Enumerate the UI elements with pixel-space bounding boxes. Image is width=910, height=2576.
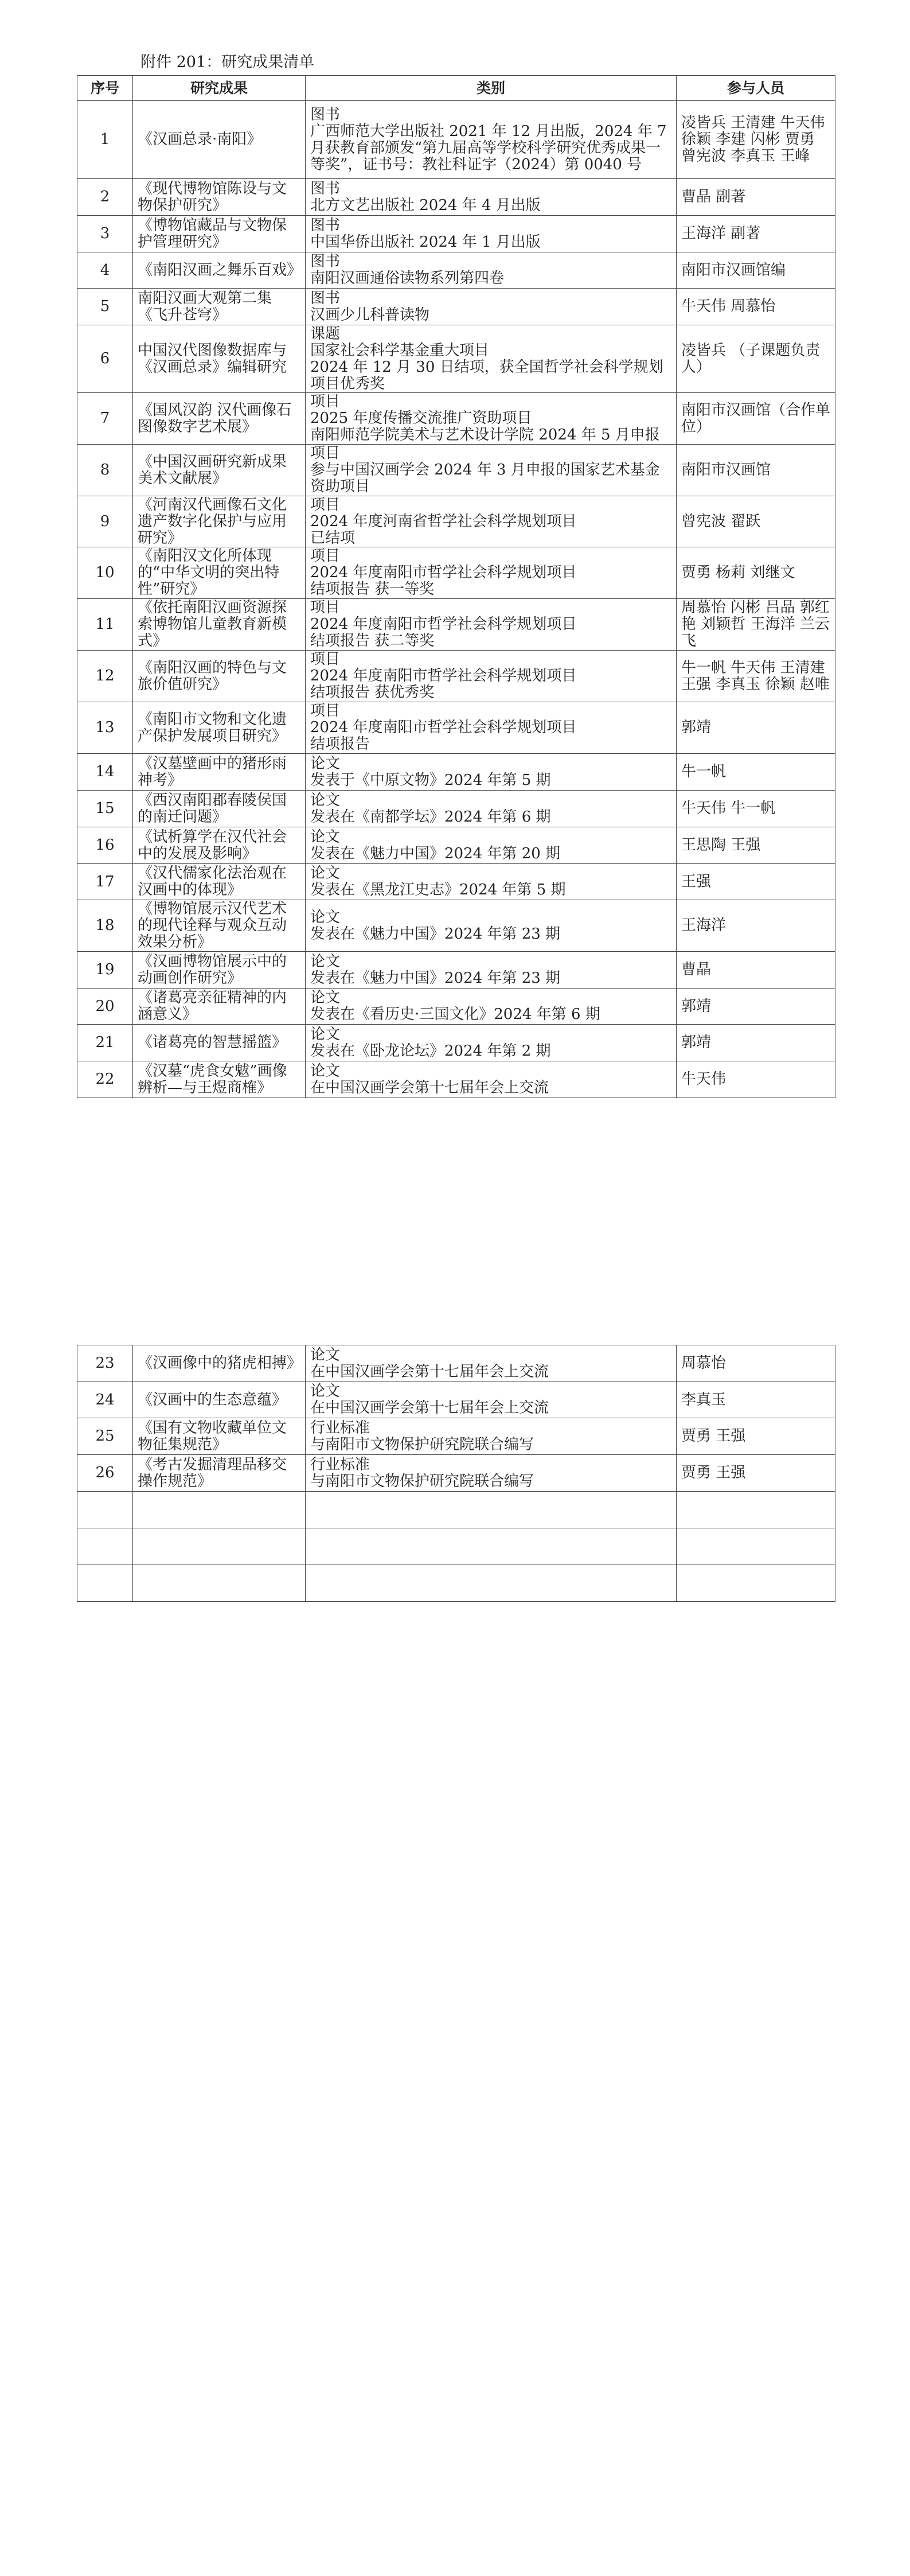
table-row bbox=[77, 393, 835, 445]
category-line: 发表在《南都学坛》2024 年第 6 期 bbox=[310, 808, 551, 826]
category-line: 图书 bbox=[310, 106, 341, 123]
row-number: 16 bbox=[77, 827, 133, 864]
participants: 贾勇 杨莉 刘继文 bbox=[677, 547, 835, 599]
category-line: 发表在《魅力中国》2024 年第 20 期 bbox=[310, 845, 561, 862]
row-number: 15 bbox=[77, 791, 133, 827]
header-row bbox=[77, 76, 835, 101]
category-cell bbox=[306, 989, 677, 1025]
category-line: 已结项 bbox=[310, 529, 356, 547]
row-number: 23 bbox=[77, 1345, 133, 1382]
category-line: 发表在《魅力中国》2024 年第 23 期 bbox=[310, 969, 561, 987]
category-line: 论文 bbox=[310, 791, 341, 809]
participants: 周慕怡 闪彬 吕品 郭红艳 刘颖哲 王海洋 兰云飞 bbox=[677, 599, 835, 651]
category-cell bbox=[306, 1061, 677, 1098]
table-row bbox=[77, 1061, 835, 1098]
row-number: 22 bbox=[77, 1061, 133, 1098]
category-line: 论文 bbox=[310, 1062, 341, 1080]
table-row bbox=[77, 1382, 835, 1418]
category-line: 行业标准 bbox=[310, 1456, 370, 1473]
category-line: 结项报告 获二等奖 bbox=[310, 632, 435, 649]
empty-cell bbox=[77, 1492, 133, 1528]
participants: 牛天伟 bbox=[677, 1061, 835, 1098]
achievement-title: 《依托南阳汉画资源探索博物馆儿童教育新模式》 bbox=[133, 599, 306, 651]
table-row bbox=[77, 989, 835, 1025]
row-number: 4 bbox=[77, 252, 133, 289]
participants: 郭靖 bbox=[677, 989, 835, 1025]
empty-cell bbox=[77, 1528, 133, 1565]
participants: 王海洋 副著 bbox=[677, 216, 835, 252]
row-number: 13 bbox=[77, 702, 133, 754]
category-line: 南阳汉画通俗读物系列第四卷 bbox=[310, 270, 505, 287]
participants: 王思陶 王强 bbox=[677, 827, 835, 864]
participants: 贾勇 王强 bbox=[677, 1455, 835, 1492]
table-row bbox=[77, 1418, 835, 1455]
category-line: 论文 bbox=[310, 989, 341, 1006]
table-row bbox=[77, 1455, 835, 1492]
category-cell bbox=[306, 216, 677, 252]
table-row bbox=[77, 216, 835, 252]
empty-cell bbox=[133, 1565, 306, 1602]
category-line: 发表在《魅力中国》2024 年第 23 期 bbox=[310, 925, 561, 943]
category-line: 发表在《卧龙论坛》2024 年第 2 期 bbox=[310, 1042, 551, 1060]
empty-cell bbox=[677, 1492, 835, 1528]
table-row bbox=[77, 496, 835, 547]
category-line: 论文 bbox=[310, 1346, 341, 1364]
category-line: 论文 bbox=[310, 754, 341, 772]
category-line: 2024 年 12 月 30 日结项，获全国哲学社会科学规划项目优秀奖 bbox=[310, 358, 663, 392]
category-line: 2024 年度南阳市哲学社会科学规划项目 bbox=[310, 667, 577, 684]
participants: 南阳市汉画馆 bbox=[677, 445, 835, 496]
row-number: 21 bbox=[77, 1025, 133, 1061]
achievement-title: 《南阳汉画之舞乐百戏》 bbox=[133, 252, 306, 289]
category-cell bbox=[306, 1345, 677, 1382]
category-line: 2024 年度南阳市哲学社会科学规划项目 bbox=[310, 564, 577, 581]
achievement-title: 《汉画总录·南阳》 bbox=[133, 101, 306, 179]
row-number: 24 bbox=[77, 1382, 133, 1418]
category-cell bbox=[306, 289, 677, 325]
table-row bbox=[77, 325, 835, 393]
page-title: 附件 201：研究成果清单 bbox=[140, 53, 315, 71]
empty-cell bbox=[306, 1528, 677, 1565]
category-cell bbox=[306, 252, 677, 289]
table-row bbox=[77, 1025, 835, 1061]
participants: 曾宪波 翟跃 bbox=[677, 496, 835, 547]
header-number: 序号 bbox=[77, 76, 133, 101]
participants: 南阳市汉画馆编 bbox=[677, 252, 835, 289]
achievement-title: 《南阳市文物和文化遗产保护发展项目研究》 bbox=[133, 702, 306, 754]
row-number: 10 bbox=[77, 547, 133, 599]
achievement-title: 《考古发掘清理品移交操作规范》 bbox=[133, 1455, 306, 1492]
header-achievement: 研究成果 bbox=[133, 76, 306, 101]
category-line: 论文 bbox=[310, 908, 341, 926]
row-number: 1 bbox=[77, 101, 133, 179]
achievement-title: 《西汉南阳郡春陵侯国的南迁问题》 bbox=[133, 791, 306, 827]
row-number: 2 bbox=[77, 179, 133, 216]
achievement-title: 《试析算学在汉代社会中的发展及影响》 bbox=[133, 827, 306, 864]
category-cell bbox=[306, 101, 677, 179]
empty-cell bbox=[677, 1565, 835, 1602]
participants: 曹晶 副著 bbox=[677, 179, 835, 216]
category-line: 项目 bbox=[310, 496, 341, 513]
row-number: 5 bbox=[77, 289, 133, 325]
row-number: 17 bbox=[77, 864, 133, 900]
category-line: 2024 年度河南省哲学社会科学规划项目 bbox=[310, 512, 577, 530]
achievement-title: 《汉画中的生态意蕴》 bbox=[133, 1382, 306, 1418]
participants: 曹晶 bbox=[677, 952, 835, 989]
category-cell bbox=[306, 754, 677, 791]
row-number: 11 bbox=[77, 599, 133, 651]
category-line: 图书 bbox=[310, 253, 341, 270]
table-row bbox=[77, 101, 835, 179]
empty-row bbox=[77, 1565, 835, 1602]
category-line: 与南阳市文物保护研究院联合编写 bbox=[310, 1435, 534, 1453]
empty-cell bbox=[133, 1492, 306, 1528]
category-cell bbox=[306, 1455, 677, 1492]
row-number: 25 bbox=[77, 1418, 133, 1455]
category-line: 2024 年度南阳市哲学社会科学规划项目 bbox=[310, 616, 577, 633]
achievement-title: 《南阳汉画的特色与文旅价值研究》 bbox=[133, 651, 306, 702]
achievement-title: 《国有文物收藏单位文物征集规范》 bbox=[133, 1418, 306, 1455]
achievement-title: 《中国汉画研究新成果美术文献展》 bbox=[133, 445, 306, 496]
category-line: 国家社会科学基金重大项目 bbox=[310, 341, 490, 359]
category-cell bbox=[306, 827, 677, 864]
empty-cell bbox=[306, 1565, 677, 1602]
category-cell bbox=[306, 791, 677, 827]
table-row bbox=[77, 651, 835, 702]
achievement-title: 《博物馆藏品与文物保护管理研究》 bbox=[133, 216, 306, 252]
achievement-title: 《汉墓“虎食女魃”画像辨析—与王煜商榷》 bbox=[133, 1061, 306, 1098]
row-number: 20 bbox=[77, 989, 133, 1025]
row-number: 26 bbox=[77, 1455, 133, 1492]
category-line: 在中国汉画学会第十七届年会上交流 bbox=[310, 1363, 549, 1380]
participants: 周慕怡 bbox=[677, 1345, 835, 1382]
participants: 凌皆兵 （子课题负责人） bbox=[677, 325, 835, 393]
category-line: 结项报告 bbox=[310, 736, 370, 753]
table-row bbox=[77, 827, 835, 864]
category-line: 论文 bbox=[310, 1383, 341, 1400]
table-row bbox=[77, 702, 835, 754]
header-participants: 参与人员 bbox=[677, 76, 835, 101]
category-line: 论文 bbox=[310, 952, 341, 970]
row-number: 9 bbox=[77, 496, 133, 547]
achievement-title: 中国汉代图像数据库与《汉画总录》编辑研究 bbox=[133, 325, 306, 393]
row-number: 8 bbox=[77, 445, 133, 496]
achievement-title: 《汉墓壁画中的猪形雨神考》 bbox=[133, 754, 306, 791]
table-row bbox=[77, 599, 835, 651]
category-cell bbox=[306, 864, 677, 900]
category-line: 南阳师范学院美术与艺术设计学院 2024 年 5 月申报 bbox=[310, 426, 660, 443]
empty-cell bbox=[77, 1565, 133, 1602]
achievement-title: 《汉画博物馆展示中的动画创作研究》 bbox=[133, 952, 306, 989]
category-line: 论文 bbox=[310, 828, 341, 846]
participants: 郭靖 bbox=[677, 1025, 835, 1061]
participants: 南阳市汉画馆（合作单位） bbox=[677, 393, 835, 445]
achievement-title: 《南阳汉文化所体现的“中华文明的突出特性”研究》 bbox=[133, 547, 306, 599]
category-line: 2025 年度传播交流推广资助项目 bbox=[310, 410, 532, 427]
header-category: 类别 bbox=[306, 76, 677, 101]
category-line: 结项报告 获一等奖 bbox=[310, 581, 435, 598]
category-line: 行业标准 bbox=[310, 1419, 370, 1437]
table-row bbox=[77, 754, 835, 791]
row-number: 14 bbox=[77, 754, 133, 791]
category-line: 项目 bbox=[310, 445, 341, 462]
category-line: 图书 bbox=[310, 289, 341, 307]
category-line: 中国华侨出版社 2024 年 1 月出版 bbox=[310, 233, 541, 251]
category-line: 图书 bbox=[310, 216, 341, 234]
table-body bbox=[77, 101, 835, 1098]
achievement-title: 《国风汉韵 汉代画像石图像数字艺术展》 bbox=[133, 393, 306, 445]
category-cell bbox=[306, 900, 677, 952]
category-line: 发表于《中原文物》2024 年第 5 期 bbox=[310, 771, 551, 789]
category-cell bbox=[306, 547, 677, 599]
table-row bbox=[77, 1345, 835, 1382]
achievements-table-continued bbox=[77, 1345, 835, 1602]
category-cell bbox=[306, 496, 677, 547]
participants: 王海洋 bbox=[677, 900, 835, 952]
row-number: 7 bbox=[77, 393, 133, 445]
row-number: 19 bbox=[77, 952, 133, 989]
achievement-title: 《博物馆展示汉代艺术的现代诠释与观众互动效果分析》 bbox=[133, 900, 306, 952]
category-line: 项目 bbox=[310, 547, 341, 565]
category-line: 论文 bbox=[310, 865, 341, 882]
participants: 王强 bbox=[677, 864, 835, 900]
empty-cell bbox=[677, 1528, 835, 1565]
category-line: 北方文艺出版社 2024 年 4 月出版 bbox=[310, 196, 541, 214]
row-number: 12 bbox=[77, 651, 133, 702]
table-row bbox=[77, 252, 835, 289]
category-line: 图书 bbox=[310, 180, 341, 197]
participants: 牛一帆 bbox=[677, 754, 835, 791]
category-line: 参与中国汉画学会 2024 年 3 月申报的国家艺术基金资助项目 bbox=[310, 461, 660, 495]
category-line: 发表在《黑龙江史志》2024 年第 5 期 bbox=[310, 881, 566, 898]
participants: 牛天伟 周慕怡 bbox=[677, 289, 835, 325]
category-cell bbox=[306, 1418, 677, 1455]
participants: 李真玉 bbox=[677, 1382, 835, 1418]
category-cell bbox=[306, 599, 677, 651]
category-line: 在中国汉画学会第十七届年会上交流 bbox=[310, 1399, 549, 1417]
table-row bbox=[77, 547, 835, 599]
category-line: 项目 bbox=[310, 651, 341, 668]
achievement-title: 南阳汉画大观第二集《飞升苍穹》 bbox=[133, 289, 306, 325]
participants: 贾勇 王强 bbox=[677, 1418, 835, 1455]
achievements-table bbox=[77, 75, 835, 1098]
category-cell bbox=[306, 702, 677, 754]
category-line: 结项报告 获优秀奖 bbox=[310, 684, 435, 701]
category-line: 广西师范大学出版社 2021 年 12 月出版，2024 年 7 月获教育部颁发“第九届高等学校科学研究优秀成果一等奖”，证书号：教社科证字（2024）第 0040 号 bbox=[310, 122, 667, 173]
category-line: 课题 bbox=[310, 325, 341, 343]
category-line: 2024 年度南阳市哲学社会科学规划项目 bbox=[310, 719, 577, 736]
table-body-continued bbox=[77, 1345, 835, 1602]
category-line: 论文 bbox=[310, 1025, 341, 1043]
achievement-title: 《诸葛亮的智慧摇篮》 bbox=[133, 1025, 306, 1061]
achievement-title: 《现代博物馆陈设与文物保护研究》 bbox=[133, 179, 306, 216]
category-cell bbox=[306, 952, 677, 989]
category-cell bbox=[306, 325, 677, 393]
empty-row bbox=[77, 1528, 835, 1565]
empty-cell bbox=[133, 1528, 306, 1565]
table-row bbox=[77, 791, 835, 827]
category-line: 项目 bbox=[310, 599, 341, 616]
table-row bbox=[77, 900, 835, 952]
achievement-title: 《诸葛亮亲征精神的内涵意义》 bbox=[133, 989, 306, 1025]
category-cell bbox=[306, 445, 677, 496]
category-cell bbox=[306, 1025, 677, 1061]
category-line: 项目 bbox=[310, 702, 341, 719]
table-row bbox=[77, 952, 835, 989]
category-line: 汉画少儿科普读物 bbox=[310, 306, 430, 324]
category-cell bbox=[306, 651, 677, 702]
row-number: 6 bbox=[77, 325, 133, 393]
participants: 牛天伟 牛一帆 bbox=[677, 791, 835, 827]
category-line: 发表在《看历史·三国文化》2024 年第 6 期 bbox=[310, 1006, 600, 1023]
achievement-title: 《汉代儒家化法治观在汉画中的体现》 bbox=[133, 864, 306, 900]
table-row bbox=[77, 289, 835, 325]
category-cell bbox=[306, 393, 677, 445]
empty-row bbox=[77, 1492, 835, 1528]
empty-cell bbox=[306, 1492, 677, 1528]
category-line: 项目 bbox=[310, 393, 341, 410]
table-row bbox=[77, 445, 835, 496]
category-cell bbox=[306, 179, 677, 216]
achievement-title: 《汉画像中的猪虎相搏》 bbox=[133, 1345, 306, 1382]
category-line: 与南阳市文物保护研究院联合编写 bbox=[310, 1472, 534, 1490]
table-row bbox=[77, 864, 835, 900]
participants: 郭靖 bbox=[677, 702, 835, 754]
category-cell bbox=[306, 1382, 677, 1418]
achievement-title: 《河南汉代画像石文化遗产数字化保护与应用研究》 bbox=[133, 496, 306, 547]
row-number: 18 bbox=[77, 900, 133, 952]
row-number: 3 bbox=[77, 216, 133, 252]
table-row bbox=[77, 179, 835, 216]
participants: 凌皆兵 王清建 牛天伟 徐颖 李建 闪彬 贾勇 曾宪波 李真玉 王峰 bbox=[677, 101, 835, 179]
participants: 牛一帆 牛天伟 王清建 王强 李真玉 徐颖 赵唯 bbox=[677, 651, 835, 702]
category-line: 在中国汉画学会第十七届年会上交流 bbox=[310, 1079, 549, 1096]
